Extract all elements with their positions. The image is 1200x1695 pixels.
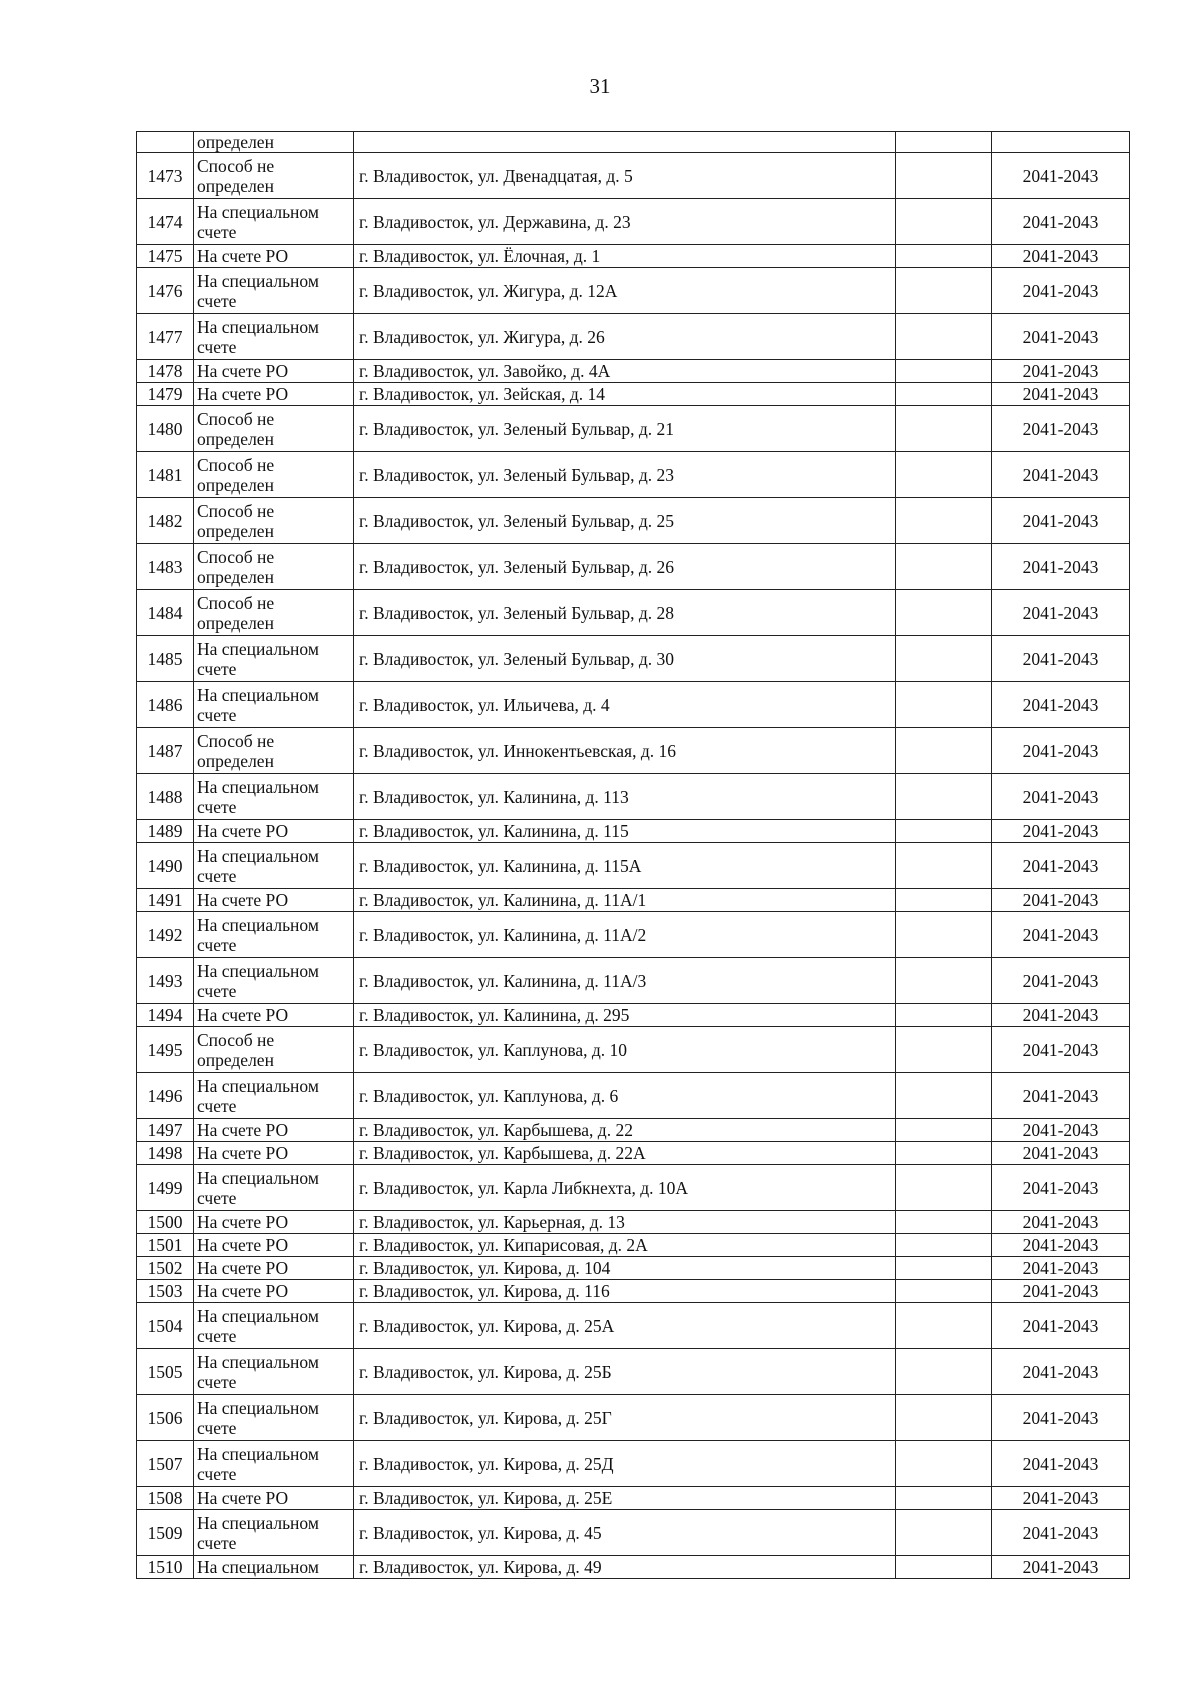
- address-cell: г. Владивосток, ул. Кирова, д. 25А: [354, 1303, 896, 1349]
- table-row: [137, 843, 1130, 889]
- funding-method-cell: На счете РО: [194, 245, 354, 268]
- row-number-cell: 1485: [137, 636, 194, 682]
- period-cell: 2041-2043: [992, 958, 1130, 1004]
- table-row: [137, 153, 1130, 199]
- table-row: [137, 1487, 1130, 1510]
- empty-cell: [896, 1165, 992, 1211]
- period-cell: 2041-2043: [992, 245, 1130, 268]
- funding-method-cell: На специальном счете: [194, 958, 354, 1004]
- address-cell: г. Владивосток, ул. Каплунова, д. 6: [354, 1073, 896, 1119]
- address-cell: г. Владивосток, ул. Карбышева, д. 22: [354, 1119, 896, 1142]
- period-cell: 2041-2043: [992, 1395, 1130, 1441]
- empty-cell: [896, 383, 992, 406]
- table-row: [137, 406, 1130, 452]
- row-number-cell: 1479: [137, 383, 194, 406]
- empty-cell: [896, 636, 992, 682]
- funding-method-cell: На специальном счете: [194, 199, 354, 245]
- period-cell: 2041-2043: [992, 1142, 1130, 1165]
- funding-method-cell: На специальном счете: [194, 774, 354, 820]
- empty-cell: [896, 498, 992, 544]
- address-cell: г. Владивосток, ул. Кирова, д. 104: [354, 1257, 896, 1280]
- table-row: [137, 360, 1130, 383]
- period-cell: 2041-2043: [992, 1257, 1130, 1280]
- address-cell: г. Владивосток, ул. Кирова, д. 25Г: [354, 1395, 896, 1441]
- empty-cell: [896, 268, 992, 314]
- table-row: [137, 452, 1130, 498]
- address-cell: г. Владивосток, ул. Каплунова, д. 10: [354, 1027, 896, 1073]
- row-number-cell: 1498: [137, 1142, 194, 1165]
- address-cell: г. Владивосток, ул. Калинина, д. 11А/1: [354, 889, 896, 912]
- table-row: [137, 1004, 1130, 1027]
- table-row: [137, 1234, 1130, 1257]
- table-row: [137, 912, 1130, 958]
- funding-method-cell: На счете РО: [194, 383, 354, 406]
- period-cell: 2041-2043: [992, 820, 1130, 843]
- address-cell: г. Владивосток, ул. Зейская, д. 14: [354, 383, 896, 406]
- table-row: [137, 314, 1130, 360]
- table-row: [137, 1395, 1130, 1441]
- row-number-cell: 1487: [137, 728, 194, 774]
- funding-method-cell: На счете РО: [194, 360, 354, 383]
- address-cell: г. Владивосток, ул. Зеленый Бульвар, д. 23: [354, 452, 896, 498]
- period-cell: 2041-2043: [992, 590, 1130, 636]
- empty-cell: [896, 314, 992, 360]
- period-cell: 2041-2043: [992, 199, 1130, 245]
- row-number-cell: 1478: [137, 360, 194, 383]
- table-row: [137, 245, 1130, 268]
- table-row: [137, 132, 1130, 153]
- row-number-cell: 1501: [137, 1234, 194, 1257]
- row-number-cell: [137, 132, 194, 153]
- empty-cell: [896, 1119, 992, 1142]
- funding-method-cell: На специальном счете: [194, 636, 354, 682]
- period-cell: 2041-2043: [992, 889, 1130, 912]
- address-cell: г. Владивосток, ул. Карьерная, д. 13: [354, 1211, 896, 1234]
- period-cell: 2041-2043: [992, 360, 1130, 383]
- row-number-cell: 1486: [137, 682, 194, 728]
- address-cell: г. Владивосток, ул. Завойко, д. 4А: [354, 360, 896, 383]
- address-cell: г. Владивосток, ул. Кирова, д. 45: [354, 1510, 896, 1556]
- table-row: [137, 383, 1130, 406]
- empty-cell: [896, 245, 992, 268]
- address-cell: г. Владивосток, ул. Иннокентьевская, д. 16: [354, 728, 896, 774]
- table-row: [137, 1257, 1130, 1280]
- funding-method-cell: На специальном счете: [194, 912, 354, 958]
- period-cell: 2041-2043: [992, 153, 1130, 199]
- row-number-cell: 1480: [137, 406, 194, 452]
- empty-cell: [896, 132, 992, 153]
- empty-cell: [896, 1073, 992, 1119]
- funding-method-cell: На специальном счете: [194, 1395, 354, 1441]
- address-cell: г. Владивосток, ул. Двенадцатая, д. 5: [354, 153, 896, 199]
- period-cell: 2041-2043: [992, 1234, 1130, 1257]
- page-number: 31: [589, 74, 611, 98]
- period-cell: 2041-2043: [992, 774, 1130, 820]
- funding-method-cell: На специальном счете: [194, 1510, 354, 1556]
- table-row: [137, 820, 1130, 843]
- period-cell: 2041-2043: [992, 1303, 1130, 1349]
- table-row: [137, 728, 1130, 774]
- address-cell: г. Владивосток, ул. Кирова, д. 25Б: [354, 1349, 896, 1395]
- table-row: [137, 1280, 1130, 1303]
- empty-cell: [896, 1142, 992, 1165]
- funding-method-cell: На счете РО: [194, 1211, 354, 1234]
- funding-method-cell: На специальном счете: [194, 1349, 354, 1395]
- empty-cell: [896, 452, 992, 498]
- address-cell: г. Владивосток, ул. Зеленый Бульвар, д. 25: [354, 498, 896, 544]
- table-row: [137, 1142, 1130, 1165]
- address-cell: г. Владивосток, ул. Кирова, д. 25Е: [354, 1487, 896, 1510]
- row-number-cell: 1503: [137, 1280, 194, 1303]
- table-row: [137, 1119, 1130, 1142]
- funding-method-cell: На счете РО: [194, 1487, 354, 1510]
- empty-cell: [896, 1395, 992, 1441]
- funding-method-cell: На счете РО: [194, 820, 354, 843]
- row-number-cell: 1477: [137, 314, 194, 360]
- funding-method-cell: На специальном счете: [194, 1303, 354, 1349]
- empty-cell: [896, 1510, 992, 1556]
- address-cell: г. Владивосток, ул. Карла Либкнехта, д. 10А: [354, 1165, 896, 1211]
- empty-cell: [896, 1257, 992, 1280]
- row-number-cell: 1507: [137, 1441, 194, 1487]
- address-cell: г. Владивосток, ул. Кипарисовая, д. 2А: [354, 1234, 896, 1257]
- table-row: [137, 1556, 1130, 1579]
- funding-method-cell: На счете РО: [194, 1004, 354, 1027]
- row-number-cell: 1483: [137, 544, 194, 590]
- empty-cell: [896, 682, 992, 728]
- address-cell: г. Владивосток, ул. Жигура, д. 26: [354, 314, 896, 360]
- period-cell: 2041-2043: [992, 1510, 1130, 1556]
- period-cell: 2041-2043: [992, 314, 1130, 360]
- period-cell: 2041-2043: [992, 682, 1130, 728]
- funding-method-cell: Способ не определен: [194, 153, 354, 199]
- housing-registry-table: [136, 131, 1130, 1579]
- empty-cell: [896, 199, 992, 245]
- period-cell: 2041-2043: [992, 1441, 1130, 1487]
- funding-method-cell: Способ не определен: [194, 728, 354, 774]
- row-number-cell: 1499: [137, 1165, 194, 1211]
- empty-cell: [896, 1441, 992, 1487]
- address-cell: г. Владивосток, ул. Карбышева, д. 22А: [354, 1142, 896, 1165]
- empty-cell: [896, 889, 992, 912]
- period-cell: 2041-2043: [992, 1004, 1130, 1027]
- address-cell: г. Владивосток, ул. Кирова, д. 49: [354, 1556, 896, 1579]
- funding-method-cell: На специальном счете: [194, 1073, 354, 1119]
- empty-cell: [896, 1303, 992, 1349]
- empty-cell: [896, 1211, 992, 1234]
- empty-cell: [896, 360, 992, 383]
- address-cell: г. Владивосток, ул. Кирова, д. 25Д: [354, 1441, 896, 1487]
- address-cell: г. Владивосток, ул. Зеленый Бульвар, д. 21: [354, 406, 896, 452]
- row-number-cell: 1482: [137, 498, 194, 544]
- table-row: [137, 1349, 1130, 1395]
- period-cell: 2041-2043: [992, 268, 1130, 314]
- empty-cell: [896, 590, 992, 636]
- funding-method-cell: определен: [194, 132, 354, 153]
- empty-cell: [896, 1556, 992, 1579]
- period-cell: 2041-2043: [992, 498, 1130, 544]
- row-number-cell: 1502: [137, 1257, 194, 1280]
- period-cell: 2041-2043: [992, 1119, 1130, 1142]
- row-number-cell: 1492: [137, 912, 194, 958]
- table-row: [137, 1165, 1130, 1211]
- empty-cell: [896, 1004, 992, 1027]
- address-cell: г. Владивосток, ул. Калинина, д. 113: [354, 774, 896, 820]
- period-cell: 2041-2043: [992, 636, 1130, 682]
- row-number-cell: 1474: [137, 199, 194, 245]
- empty-cell: [896, 843, 992, 889]
- period-cell: 2041-2043: [992, 1349, 1130, 1395]
- table-row: [137, 199, 1130, 245]
- empty-cell: [896, 1234, 992, 1257]
- row-number-cell: 1473: [137, 153, 194, 199]
- period-cell: [992, 132, 1130, 153]
- table-row: [137, 1441, 1130, 1487]
- funding-method-cell: На счете РО: [194, 1119, 354, 1142]
- period-cell: 2041-2043: [992, 1073, 1130, 1119]
- address-cell: г. Владивосток, ул. Калинина, д. 11А/3: [354, 958, 896, 1004]
- funding-method-cell: На специальном счете: [194, 268, 354, 314]
- address-cell: г. Владивосток, ул. Ёлочная, д. 1: [354, 245, 896, 268]
- table-row: [137, 1211, 1130, 1234]
- period-cell: 2041-2043: [992, 843, 1130, 889]
- empty-cell: [896, 406, 992, 452]
- address-cell: г. Владивосток, ул. Кирова, д. 116: [354, 1280, 896, 1303]
- row-number-cell: 1488: [137, 774, 194, 820]
- row-number-cell: 1475: [137, 245, 194, 268]
- row-number-cell: 1504: [137, 1303, 194, 1349]
- period-cell: 2041-2043: [992, 1487, 1130, 1510]
- table-row: [137, 889, 1130, 912]
- address-cell: г. Владивосток, ул. Зеленый Бульвар, д. 30: [354, 636, 896, 682]
- table-row: [137, 1073, 1130, 1119]
- empty-cell: [896, 153, 992, 199]
- funding-method-cell: Способ не определен: [194, 452, 354, 498]
- table-row: [137, 498, 1130, 544]
- row-number-cell: 1491: [137, 889, 194, 912]
- registry-body: [137, 132, 1130, 1579]
- table-row: [137, 958, 1130, 1004]
- row-number-cell: 1494: [137, 1004, 194, 1027]
- row-number-cell: 1493: [137, 958, 194, 1004]
- funding-method-cell: На счете РО: [194, 1257, 354, 1280]
- row-number-cell: 1506: [137, 1395, 194, 1441]
- period-cell: 2041-2043: [992, 1211, 1130, 1234]
- row-number-cell: 1497: [137, 1119, 194, 1142]
- period-cell: 2041-2043: [992, 383, 1130, 406]
- row-number-cell: 1510: [137, 1556, 194, 1579]
- address-cell: [354, 132, 896, 153]
- table-row: [137, 1303, 1130, 1349]
- empty-cell: [896, 1349, 992, 1395]
- period-cell: 2041-2043: [992, 1280, 1130, 1303]
- table-row: [137, 682, 1130, 728]
- period-cell: 2041-2043: [992, 912, 1130, 958]
- period-cell: 2041-2043: [992, 728, 1130, 774]
- row-number-cell: 1489: [137, 820, 194, 843]
- funding-method-cell: На специальном счете: [194, 1165, 354, 1211]
- period-cell: 2041-2043: [992, 406, 1130, 452]
- period-cell: 2041-2043: [992, 1165, 1130, 1211]
- table-row: [137, 1027, 1130, 1073]
- funding-method-cell: Способ не определен: [194, 498, 354, 544]
- empty-cell: [896, 1487, 992, 1510]
- table-row: [137, 544, 1130, 590]
- funding-method-cell: На специальном счете: [194, 843, 354, 889]
- row-number-cell: 1500: [137, 1211, 194, 1234]
- row-number-cell: 1495: [137, 1027, 194, 1073]
- empty-cell: [896, 544, 992, 590]
- funding-method-cell: На специальном счете: [194, 1441, 354, 1487]
- funding-method-cell: На счете РО: [194, 1280, 354, 1303]
- empty-cell: [896, 774, 992, 820]
- empty-cell: [896, 1027, 992, 1073]
- period-cell: 2041-2043: [992, 452, 1130, 498]
- funding-method-cell: Способ не определен: [194, 1027, 354, 1073]
- funding-method-cell: Способ не определен: [194, 406, 354, 452]
- address-cell: г. Владивосток, ул. Жигура, д. 12А: [354, 268, 896, 314]
- funding-method-cell: На счете РО: [194, 1234, 354, 1257]
- row-number-cell: 1484: [137, 590, 194, 636]
- row-number-cell: 1481: [137, 452, 194, 498]
- address-cell: г. Владивосток, ул. Калинина, д. 115А: [354, 843, 896, 889]
- address-cell: г. Владивосток, ул. Зеленый Бульвар, д. 26: [354, 544, 896, 590]
- address-cell: г. Владивосток, ул. Державина, д. 23: [354, 199, 896, 245]
- row-number-cell: 1509: [137, 1510, 194, 1556]
- funding-method-cell: Способ не определен: [194, 544, 354, 590]
- period-cell: 2041-2043: [992, 1027, 1130, 1073]
- funding-method-cell: На счете РО: [194, 1142, 354, 1165]
- funding-method-cell: Способ не определен: [194, 590, 354, 636]
- table-row: [137, 636, 1130, 682]
- address-cell: г. Владивосток, ул. Ильичева, д. 4: [354, 682, 896, 728]
- address-cell: г. Владивосток, ул. Калинина, д. 115: [354, 820, 896, 843]
- funding-method-cell: На специальном: [194, 1556, 354, 1579]
- row-number-cell: 1476: [137, 268, 194, 314]
- empty-cell: [896, 1280, 992, 1303]
- row-number-cell: 1496: [137, 1073, 194, 1119]
- empty-cell: [896, 958, 992, 1004]
- funding-method-cell: На счете РО: [194, 889, 354, 912]
- period-cell: 2041-2043: [992, 1556, 1130, 1579]
- empty-cell: [896, 728, 992, 774]
- funding-method-cell: На специальном счете: [194, 682, 354, 728]
- address-cell: г. Владивосток, ул. Калинина, д. 11А/2: [354, 912, 896, 958]
- period-cell: 2041-2043: [992, 544, 1130, 590]
- funding-method-cell: На специальном счете: [194, 314, 354, 360]
- address-cell: г. Владивосток, ул. Зеленый Бульвар, д. 28: [354, 590, 896, 636]
- empty-cell: [896, 820, 992, 843]
- row-number-cell: 1490: [137, 843, 194, 889]
- table-row: [137, 1510, 1130, 1556]
- empty-cell: [896, 912, 992, 958]
- table-row: [137, 774, 1130, 820]
- table-row: [137, 590, 1130, 636]
- row-number-cell: 1508: [137, 1487, 194, 1510]
- table-row: [137, 268, 1130, 314]
- row-number-cell: 1505: [137, 1349, 194, 1395]
- address-cell: г. Владивосток, ул. Калинина, д. 295: [354, 1004, 896, 1027]
